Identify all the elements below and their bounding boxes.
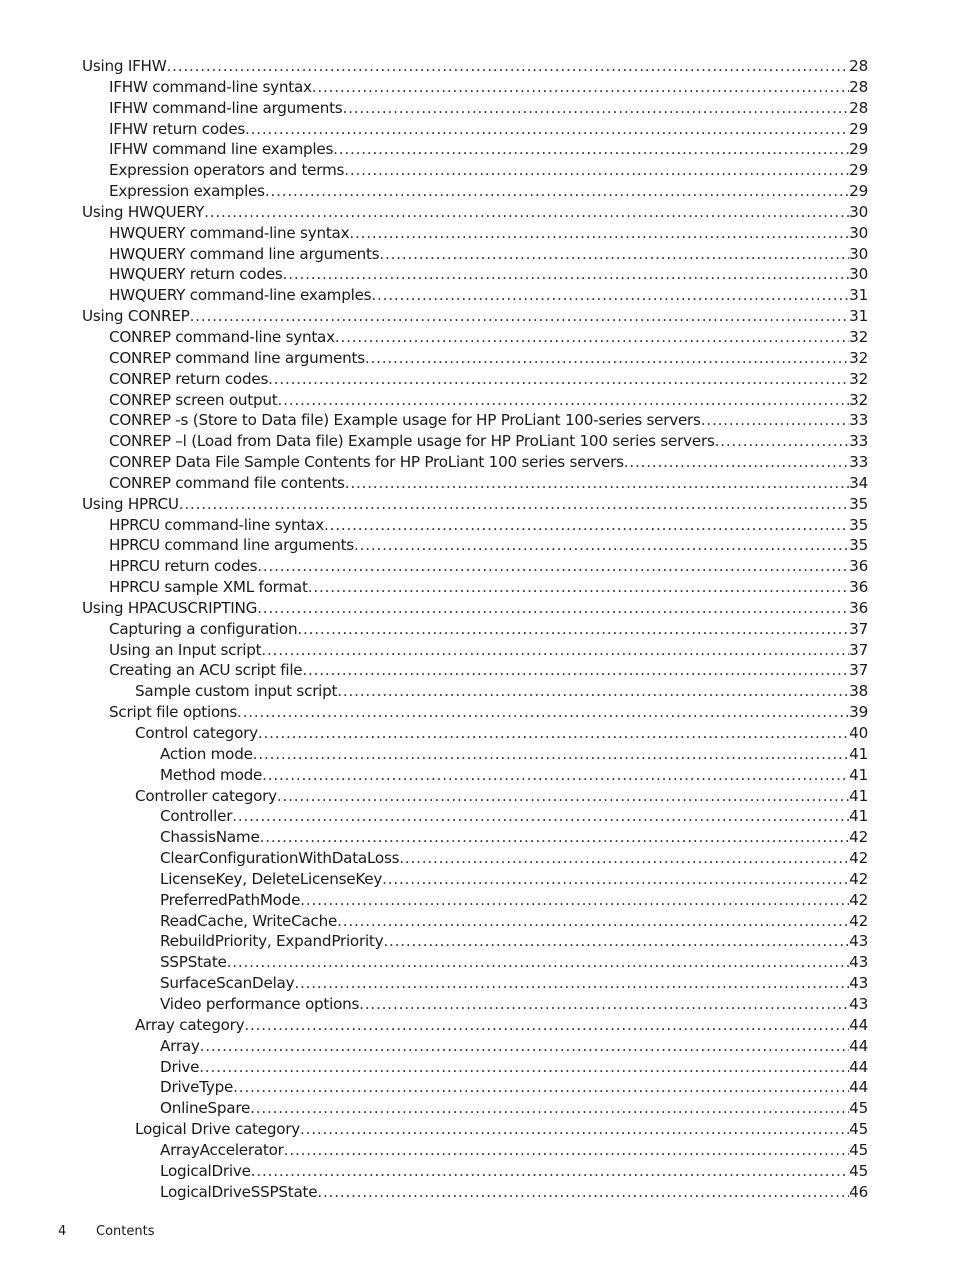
toc-entry-title[interactable]: Drive <box>160 1057 200 1076</box>
toc-entry-page-number[interactable]: 29 <box>849 161 868 180</box>
toc-entry-title[interactable]: Using an Input script <box>109 640 262 659</box>
toc-entry-page-number[interactable]: 44 <box>849 1015 868 1034</box>
toc-entry[interactable] <box>82 431 868 452</box>
toc-entry-page-number[interactable]: 46 <box>849 1182 868 1201</box>
toc-entry[interactable] <box>82 806 868 827</box>
toc-entry-title[interactable]: Script file options <box>109 703 238 722</box>
toc-entry-title[interactable]: CONREP command-line syntax <box>109 327 335 346</box>
toc-entry[interactable] <box>82 702 868 723</box>
toc-entry-page-number[interactable]: 30 <box>849 202 868 221</box>
toc-entry-title[interactable]: Using IFHW <box>82 57 167 75</box>
toc-entry[interactable] <box>82 410 868 431</box>
toc-entry[interactable] <box>82 973 868 994</box>
toc-entry-page-number[interactable]: 41 <box>849 765 868 784</box>
toc-entry-title[interactable]: Video performance options <box>160 994 360 1013</box>
toc-entry-page-number[interactable]: 42 <box>849 890 868 909</box>
toc-entry-title[interactable]: Using HPACUSCRIPTING <box>82 598 258 617</box>
toc-entry[interactable] <box>82 98 868 119</box>
toc-entry-page-number[interactable]: 40 <box>849 724 868 742</box>
toc-entry-page-number[interactable]: 39 <box>849 703 868 722</box>
toc-entry-title[interactable]: HWQUERY command-line syntax <box>109 223 350 242</box>
toc-entry[interactable] <box>82 369 868 390</box>
toc-leader-dots <box>268 369 849 390</box>
toc-entry[interactable] <box>82 556 868 577</box>
toc-entry-page-number[interactable]: 45 <box>849 1120 868 1139</box>
toc-leader-dots <box>312 77 849 98</box>
toc-leader-dots <box>251 1161 849 1182</box>
toc-entry[interactable] <box>82 306 868 327</box>
toc-entry-title[interactable]: ArrayAccelerator <box>160 1140 284 1159</box>
toc-leader-dots <box>624 452 849 473</box>
toc-leader-dots <box>283 264 850 285</box>
toc-entry-title[interactable]: CONREP screen output <box>109 390 278 409</box>
toc-leader-dots <box>701 410 849 431</box>
toc-leader-dots <box>261 640 849 661</box>
toc-entry[interactable] <box>82 869 868 890</box>
toc-entry[interactable] <box>82 1161 868 1182</box>
toc-entry-title[interactable]: RebuildPriority, ExpandPriority <box>160 932 384 951</box>
toc-entry[interactable] <box>82 264 868 285</box>
toc-leader-dots <box>245 119 849 140</box>
toc-entry[interactable] <box>82 535 868 556</box>
toc-entry-title[interactable]: HPRCU return codes <box>109 557 258 576</box>
toc-entry[interactable] <box>82 1182 868 1203</box>
toc-entry[interactable] <box>82 1140 868 1161</box>
toc-leader-dots <box>337 681 849 702</box>
toc-entry-page-number[interactable]: 34 <box>849 473 868 492</box>
toc-leader-dots <box>345 473 849 494</box>
toc-entry-page-number[interactable]: 45 <box>849 1099 868 1118</box>
toc-entry[interactable] <box>82 494 868 515</box>
toc-leader-dots <box>237 702 849 723</box>
toc-entry-page-number[interactable]: 32 <box>849 327 868 346</box>
toc-entry-page-number[interactable]: 37 <box>849 640 868 659</box>
toc-leader-dots <box>308 577 849 598</box>
toc-leader-dots <box>167 56 850 77</box>
toc-entry[interactable] <box>82 890 868 911</box>
toc-leader-dots <box>199 1057 849 1078</box>
toc-leader-dots <box>302 660 849 681</box>
toc-leader-dots <box>300 890 849 911</box>
toc-entry-page-number[interactable]: 44 <box>849 1078 868 1097</box>
toc-leader-dots <box>342 98 849 119</box>
toc-entry-title[interactable]: Sample custom input script <box>135 682 338 701</box>
toc-entry-page-number[interactable]: 38 <box>849 682 868 701</box>
toc-entry[interactable] <box>82 139 868 160</box>
toc-entry[interactable] <box>82 473 868 494</box>
toc-entry-page-number[interactable]: 41 <box>849 744 868 763</box>
toc-entry[interactable] <box>82 577 868 598</box>
toc-entry-title[interactable]: CONREP –l (Load from Data file) Example usage for HP ProLiant 100 series servers <box>109 432 715 451</box>
toc-entry[interactable] <box>82 911 868 932</box>
toc-leader-dots <box>258 723 849 744</box>
toc-entry[interactable] <box>82 660 868 681</box>
toc-entry[interactable] <box>82 952 868 973</box>
toc-leader-dots <box>244 1015 849 1036</box>
toc-entry-page-number[interactable]: 35 <box>849 515 868 534</box>
toc-entry-title[interactable]: SSPState <box>160 953 227 972</box>
toc-entry-title[interactable]: IFHW command line examples <box>109 140 334 159</box>
toc-entry-title[interactable]: HWQUERY command-line examples <box>109 286 372 305</box>
toc-entry-title[interactable]: Creating an ACU script file <box>109 661 303 680</box>
toc-leader-dots <box>262 765 849 786</box>
toc-entry[interactable] <box>82 640 868 661</box>
toc-entry-page-number[interactable]: 32 <box>849 369 868 388</box>
toc-entry-page-number[interactable]: 41 <box>849 786 868 805</box>
toc-entry-title[interactable]: Control category <box>135 724 258 742</box>
toc-leader-dots <box>257 556 849 577</box>
toc-entry-title[interactable]: PreferredPathMode <box>160 890 301 909</box>
toc-leader-dots <box>365 348 849 369</box>
toc-entry-title[interactable]: Using HPRCU <box>82 494 179 513</box>
toc-entry-page-number[interactable]: 30 <box>849 223 868 242</box>
toc-entry-title[interactable]: Method mode <box>160 765 263 784</box>
toc-entry-page-number[interactable]: 32 <box>849 390 868 409</box>
toc-entry-title[interactable]: Capturing a configuration <box>109 619 298 638</box>
toc-entry[interactable] <box>82 994 868 1015</box>
toc-leader-dots <box>399 848 849 869</box>
toc-leader-dots <box>383 931 849 952</box>
toc-entry-page-number[interactable]: 44 <box>849 1036 868 1055</box>
toc-entry[interactable] <box>82 160 868 181</box>
toc-entry-page-number[interactable]: 37 <box>849 661 868 680</box>
toc-entry-page-number[interactable]: 31 <box>849 307 868 326</box>
toc-leader-dots <box>260 827 850 848</box>
toc-entry-title[interactable]: Expression operators and terms <box>109 161 345 180</box>
toc-entry[interactable] <box>82 390 868 411</box>
toc-entry-title[interactable]: Controller category <box>135 786 277 805</box>
toc-entry-page-number[interactable]: 29 <box>849 140 868 159</box>
toc-entry-page-number[interactable]: 35 <box>849 494 868 513</box>
toc-entry[interactable] <box>82 744 868 765</box>
toc-entry-page-number[interactable]: 45 <box>849 1140 868 1159</box>
toc-leader-dots <box>284 1140 849 1161</box>
toc-entry-page-number[interactable]: 43 <box>849 932 868 951</box>
toc-entry-page-number[interactable]: 43 <box>849 953 868 972</box>
toc-entry-page-number[interactable]: 28 <box>849 77 868 96</box>
toc-entry[interactable] <box>82 181 868 202</box>
toc-entry-title[interactable]: SurfaceScanDelay <box>160 974 295 993</box>
toc-entry[interactable] <box>82 619 868 640</box>
toc-leader-dots <box>337 911 849 932</box>
toc-entry-title[interactable]: Using CONREP <box>82 307 190 326</box>
toc-entry-page-number[interactable]: 36 <box>849 557 868 576</box>
toc-entry-title[interactable]: HPRCU command-line syntax <box>109 515 324 534</box>
toc-entry[interactable] <box>82 1036 868 1057</box>
toc-leader-dots <box>253 744 849 765</box>
toc-leader-dots <box>257 598 849 619</box>
toc-entry-title[interactable]: ChassisName <box>160 828 260 847</box>
toc-entry-page-number[interactable]: 37 <box>849 619 868 638</box>
toc-entry-title[interactable]: Array category <box>135 1015 245 1034</box>
toc-entry[interactable] <box>82 515 868 536</box>
toc-entry-title[interactable]: CONREP return codes <box>109 369 269 388</box>
footer-section-label: Contents <box>96 1224 155 1239</box>
toc-leader-dots <box>200 1036 850 1057</box>
toc-leader-dots <box>335 327 849 348</box>
toc-entry-title[interactable]: LogicalDriveSSPState <box>160 1182 318 1201</box>
toc-entry-title[interactable]: IFHW command-line arguments <box>109 98 343 117</box>
toc-leader-dots <box>294 973 849 994</box>
toc-entry[interactable] <box>82 285 868 306</box>
toc-entry[interactable] <box>82 119 868 140</box>
toc-entry-title[interactable]: OnlineSpare <box>160 1099 251 1118</box>
toc-leader-dots <box>233 1077 849 1098</box>
toc-entry-page-number[interactable]: 28 <box>849 57 868 75</box>
toc-entry[interactable] <box>82 1015 868 1036</box>
toc-entry-title[interactable]: Array <box>160 1036 200 1055</box>
toc-entry[interactable] <box>82 598 868 619</box>
toc-entry-page-number[interactable]: 33 <box>849 432 868 451</box>
toc-entry-title[interactable]: DriveType <box>160 1078 234 1097</box>
toc-entry-page-number[interactable]: 45 <box>849 1161 868 1180</box>
toc-entry[interactable] <box>82 723 868 744</box>
toc-entry-page-number[interactable]: 29 <box>849 182 868 201</box>
toc-entry-title[interactable]: HPRCU sample XML format <box>109 578 308 597</box>
toc-entry-page-number[interactable]: 29 <box>849 119 868 138</box>
toc-entry[interactable] <box>82 848 868 869</box>
toc-entry[interactable] <box>82 327 868 348</box>
toc-leader-dots <box>265 181 849 202</box>
toc-entry-title[interactable]: CONREP command file contents <box>109 473 345 492</box>
toc-leader-dots <box>715 431 850 452</box>
toc-leader-dots <box>190 306 850 327</box>
toc-leader-dots <box>333 139 849 160</box>
toc-entry-title[interactable]: Controller <box>160 807 233 826</box>
toc-entry-page-number[interactable]: 42 <box>849 849 868 868</box>
toc-entry-page-number[interactable]: 42 <box>849 828 868 847</box>
toc-entry-title[interactable]: LogicalDrive <box>160 1161 251 1180</box>
toc-leader-dots <box>359 994 849 1015</box>
toc-entry-page-number[interactable]: 30 <box>849 265 868 284</box>
toc-entry-page-number[interactable]: 36 <box>849 578 868 597</box>
toc-entry-page-number[interactable]: 28 <box>849 98 868 117</box>
toc-leader-dots <box>382 869 849 890</box>
toc-entry[interactable] <box>82 1077 868 1098</box>
toc-entry[interactable] <box>82 244 868 265</box>
toc-leader-dots <box>227 952 850 973</box>
toc-entry-title[interactable]: IFHW command-line syntax <box>109 77 312 96</box>
toc-entry-title[interactable]: Logical Drive category <box>135 1120 300 1139</box>
toc-entry[interactable] <box>82 827 868 848</box>
toc-entry-page-number[interactable]: 43 <box>849 994 868 1013</box>
toc-leader-dots <box>324 515 849 536</box>
toc-entry-page-number[interactable]: 35 <box>849 536 868 555</box>
toc-entry-page-number[interactable]: 36 <box>849 598 868 617</box>
toc-entry-page-number[interactable]: 30 <box>849 244 868 263</box>
toc-entry-title[interactable]: LicenseKey, DeleteLicenseKey <box>160 869 383 888</box>
toc-entry-title[interactable]: HWQUERY return codes <box>109 265 283 284</box>
toc-leader-dots <box>179 494 849 515</box>
toc-entry[interactable] <box>82 786 868 807</box>
toc-leader-dots <box>344 160 849 181</box>
toc-entry[interactable] <box>82 1098 868 1119</box>
toc-leader-dots <box>297 619 849 640</box>
toc-entry-page-number[interactable]: 33 <box>849 411 868 430</box>
toc-entry[interactable] <box>82 56 868 77</box>
toc-entry-title[interactable]: CONREP -s (Store to Data file) Example usage for HP ProLiant 100-series servers <box>109 411 701 430</box>
toc-entry[interactable] <box>82 77 868 98</box>
table-of-contents <box>82 56 868 1202</box>
toc-leader-dots <box>277 390 849 411</box>
toc-leader-dots <box>317 1182 849 1203</box>
toc-entry-title[interactable]: ReadCache, WriteCache <box>160 911 338 930</box>
page-footer <box>58 1223 154 1241</box>
toc-leader-dots <box>250 1098 849 1119</box>
toc-entry[interactable] <box>82 931 868 952</box>
toc-entry[interactable] <box>82 223 868 244</box>
toc-entry-page-number[interactable]: 44 <box>849 1057 868 1076</box>
toc-entry-title[interactable]: Using HWQUERY <box>82 202 205 221</box>
toc-entry[interactable] <box>82 348 868 369</box>
toc-leader-dots <box>379 244 849 265</box>
toc-entry-page-number[interactable]: 42 <box>849 869 868 888</box>
toc-leader-dots <box>204 202 849 223</box>
toc-entry-title[interactable]: Action mode <box>160 744 253 763</box>
toc-entry-page-number[interactable]: 41 <box>849 807 868 826</box>
toc-entry-title[interactable]: HPRCU command line arguments <box>109 536 354 555</box>
toc-leader-dots <box>232 806 849 827</box>
toc-entry-page-number[interactable]: 32 <box>849 348 868 367</box>
toc-entry-page-number[interactable]: 33 <box>849 453 868 472</box>
toc-entry-page-number[interactable]: 42 <box>849 911 868 930</box>
toc-leader-dots <box>300 1119 849 1140</box>
toc-leader-dots <box>277 786 849 807</box>
toc-leader-dots <box>371 285 849 306</box>
toc-leader-dots <box>354 535 849 556</box>
toc-entry-title[interactable]: HWQUERY command line arguments <box>109 244 380 263</box>
toc-entry[interactable] <box>82 765 868 786</box>
toc-entry[interactable] <box>82 452 868 473</box>
toc-entry[interactable] <box>82 202 868 223</box>
footer-page-number: 4 <box>58 1224 67 1239</box>
toc-entry[interactable] <box>82 681 868 702</box>
toc-entry[interactable] <box>82 1119 868 1140</box>
toc-entry-title[interactable]: CONREP Data File Sample Contents for HP ProLiant 100 series servers <box>109 453 624 472</box>
toc-entry-title[interactable]: IFHW return codes <box>109 119 246 138</box>
toc-entry-title[interactable]: Expression examples <box>109 182 265 201</box>
toc-leader-dots <box>349 223 849 244</box>
toc-entry[interactable] <box>82 1057 868 1078</box>
toc-entry-title[interactable]: CONREP command line arguments <box>109 348 365 367</box>
toc-entry-page-number[interactable]: 31 <box>849 286 868 305</box>
toc-entry-title[interactable]: ClearConfigurationWithDataLoss <box>160 849 400 868</box>
toc-entry-page-number[interactable]: 43 <box>849 974 868 993</box>
